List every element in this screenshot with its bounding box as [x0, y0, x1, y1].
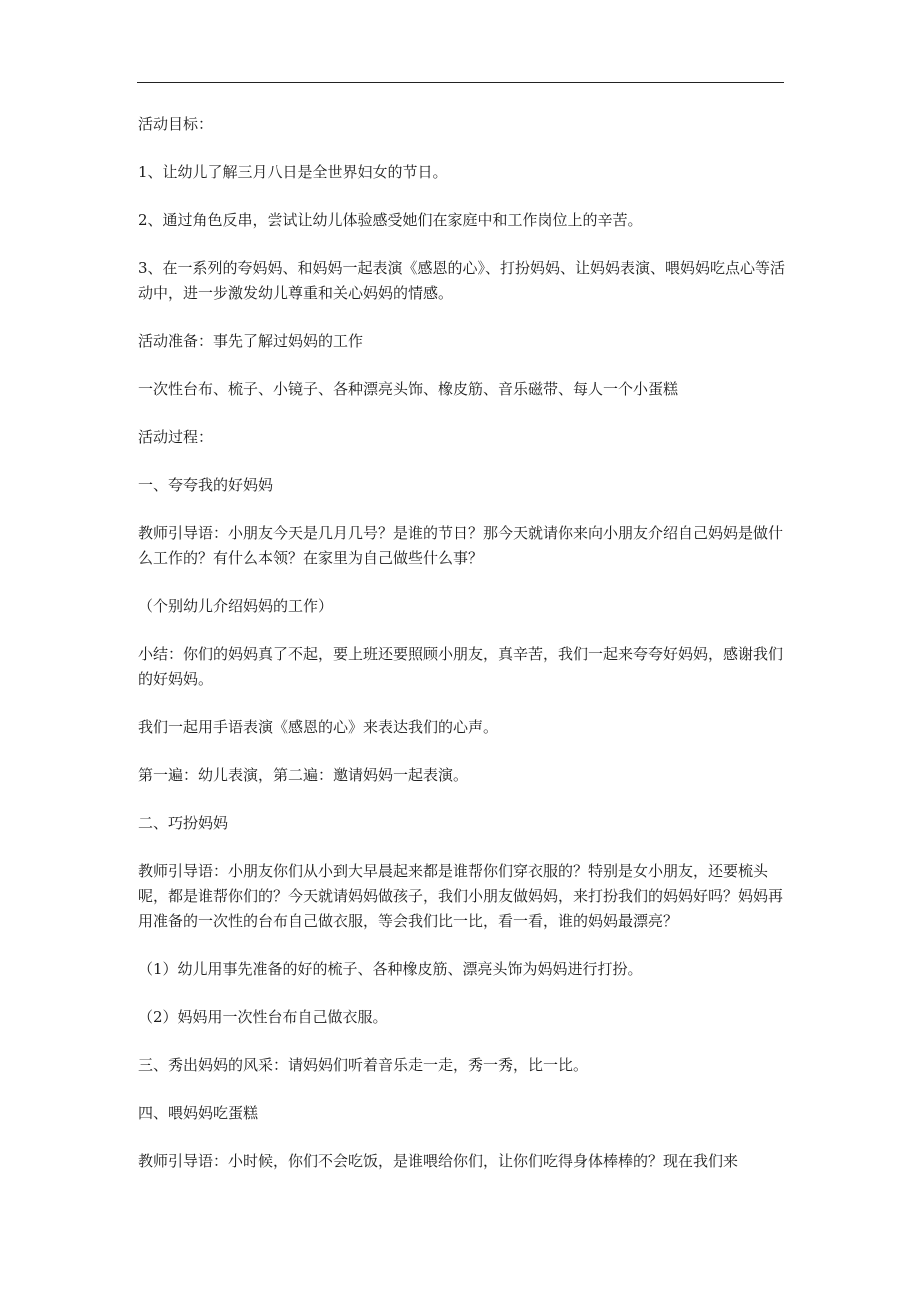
teacher-prompt-1: 教师引导语：小朋友今天是几月几号？是谁的节日？那今天就请你来向小朋友介绍自己妈妈是做什么工作的？有什么本领？在家里为自己做些什么事？ — [138, 524, 784, 567]
goal-item-1: 1、让幼儿了解三月八日是全世界妇女的节日。 — [138, 163, 448, 181]
section-heading-process: 活动过程： — [138, 428, 214, 446]
sub-step-2: （2）妈妈用一次性台布自己做衣服。 — [138, 1008, 388, 1026]
section-heading-goals: 活动目标： — [138, 115, 214, 133]
performance-rounds: 第一遍：幼儿表演，第二遍：邀请妈妈一起表演。 — [138, 766, 469, 784]
note-individual-intro: （个别幼儿介绍妈妈的工作） — [138, 597, 334, 615]
header-rule — [137, 82, 784, 83]
sub-step-1: （1）幼儿用事先准备的好的梳子、各种橡皮筋、漂亮头饰为妈妈进行打扮。 — [138, 960, 643, 978]
teacher-prompt-2: 教师引导语：小朋友你们从小到大早晨起来都是谁帮你们穿衣服的？特别是女小朋友，还要梳头呢，都是谁帮你们的？今天就请妈妈做孩子，我们小朋友做妈妈，来打扮我们的妈妈好吗？妈妈再用准备的一次性的台布自己做衣服，等会我们比一比，看一看，谁的妈妈最漂亮？ — [138, 862, 784, 930]
section-heading-preparation: 活动准备：事先了解过妈妈的工作 — [138, 332, 364, 350]
step-heading-4: 四、喂妈妈吃蛋糕 — [138, 1104, 259, 1122]
teacher-prompt-4: 教师引导语：小时候，你们不会吃饭，是谁喂给你们，让你们吃得身体棒棒的？现在我们来 — [138, 1152, 739, 1170]
goal-item-2: 2、通过角色反串，尝试让幼儿体验感受她们在家庭中和工作岗位上的辛苦。 — [138, 211, 643, 229]
materials-list: 一次性台布、梳子、小镜子、各种漂亮头饰、橡皮筋、音乐磁带、每人一个小蛋糕 — [138, 380, 679, 398]
sign-language-paragraph: 我们一起用手语表演《感恩的心》来表达我们的心声。 — [138, 718, 499, 736]
document-body — [138, 112, 786, 1197]
step-heading-3: 三、秀出妈妈的风采：请妈妈们听着音乐走一走，秀一秀，比一比。 — [138, 1056, 589, 1074]
goal-item-3: 3、在一系列的夸妈妈、和妈妈一起表演《感恩的心》、打扮妈妈、让妈妈表演、喂妈妈吃点心等活动中，进一步激发幼儿尊重和关心妈妈的情感。 — [138, 259, 786, 302]
step-heading-1: 一、夸夸我的好妈妈 — [138, 476, 274, 494]
step-heading-2: 二、巧扮妈妈 — [138, 814, 229, 832]
summary-paragraph: 小结：你们的妈妈真了不起，要上班还要照顾小朋友，真辛苦，我们一起来夸夸好妈妈，感谢我们的好妈妈。 — [138, 645, 784, 688]
